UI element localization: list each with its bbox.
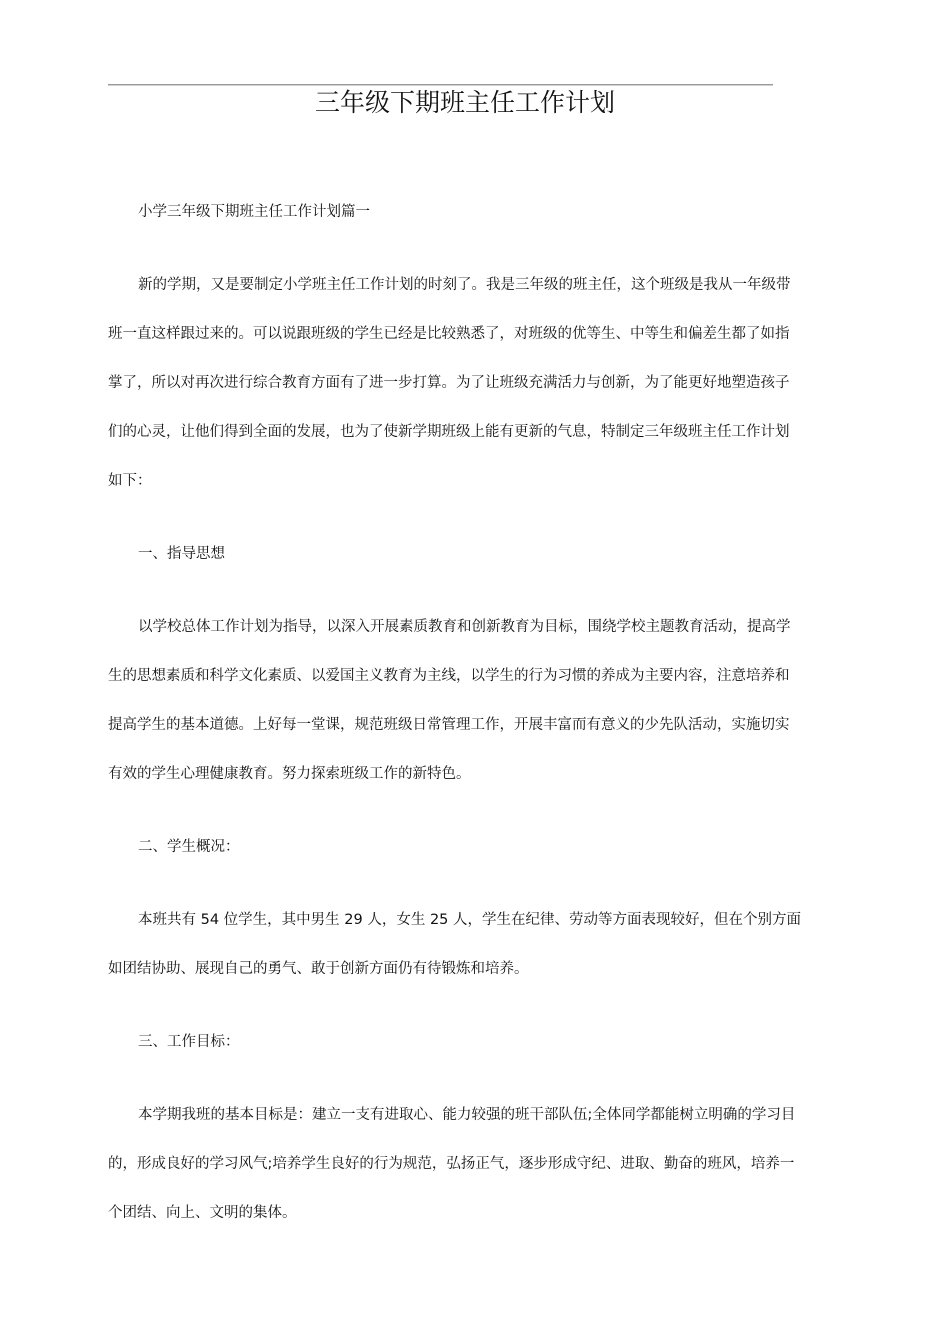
section-heading: 一、指导思想 bbox=[138, 546, 225, 562]
paragraph-line: 掌了，所以对再次进行综合教育方面有了进一步打算。为了让班级充满活力与创新，为了能更好地塑造孩子 bbox=[108, 375, 790, 391]
paragraph-line: 提高学生的基本道德。上好每一堂课，规范班级日常管理工作，开展丰富而有意义的少先队活动，实施切实 bbox=[108, 717, 790, 733]
section-heading: 二、学生概况： bbox=[138, 839, 240, 855]
section-paragraph bbox=[108, 1091, 822, 1238]
document-title: 三年级下期班主任工作计划 bbox=[314, 88, 615, 117]
paragraph-line: 如下： bbox=[108, 473, 152, 489]
paragraph-line: 如团结协助、展现自己的勇气、敢于创新方面仍有待锻炼和培养。 bbox=[108, 961, 529, 977]
paragraph-line: 本学期我班的基本目标是：建立一支有进取心、能力较强的班干部队伍;全体同学都能树立明确的学习目 bbox=[138, 1107, 796, 1123]
paragraph-line: 生的思想素质和科学文化素质、以爱国主义教育为主线，以学生的行为习惯的养成为主要内容，注意培养和 bbox=[108, 668, 790, 684]
section-paragraph bbox=[108, 896, 822, 994]
paragraph-line: 本班共有 54 位学生，其中男生 29 人，女生 25 人，学生在纪律、劳动等方面表现较好，但在个别方面 bbox=[138, 912, 802, 928]
paragraph-line: 班一直这样跟过来的。可以说跟班级的学生已经是比较熟悉了，对班级的优等生、中等生和偏差生都了如指 bbox=[108, 326, 790, 342]
paragraph-line: 的，形成良好的学习风气;培养学生良好的行为规范，弘扬正气，逐步形成守纪、进取、勤奋的班风，培养一 bbox=[108, 1156, 795, 1172]
section-heading: 三、工作目标： bbox=[138, 1034, 240, 1050]
paragraph-line: 们的心灵，让他们得到全面的发展，也为了使新学期班级上能有更新的气息，特制定三年级班主任工作计划 bbox=[108, 424, 790, 440]
section-paragraph bbox=[108, 603, 822, 799]
paragraph-line: 新的学期，又是要制定小学班主任工作计划的时刻了。我是三年级的班主任，这个班级是我从一年级带 bbox=[138, 277, 791, 293]
paragraph-line: 个团结、向上、文明的集体。 bbox=[108, 1205, 297, 1221]
document-subtitle: 小学三年级下期班主任工作计划篇一 bbox=[138, 204, 370, 220]
paragraph-line: 有效的学生心理健康教育。努力探索班级工作的新特色。 bbox=[108, 766, 471, 782]
paragraph-line: 以学校总体工作计划为指导，以深入开展素质教育和创新教育为目标，围绕学校主题教育活动，提高学 bbox=[138, 619, 791, 635]
intro-paragraph bbox=[108, 261, 822, 506]
document-body bbox=[108, 188, 822, 1238]
